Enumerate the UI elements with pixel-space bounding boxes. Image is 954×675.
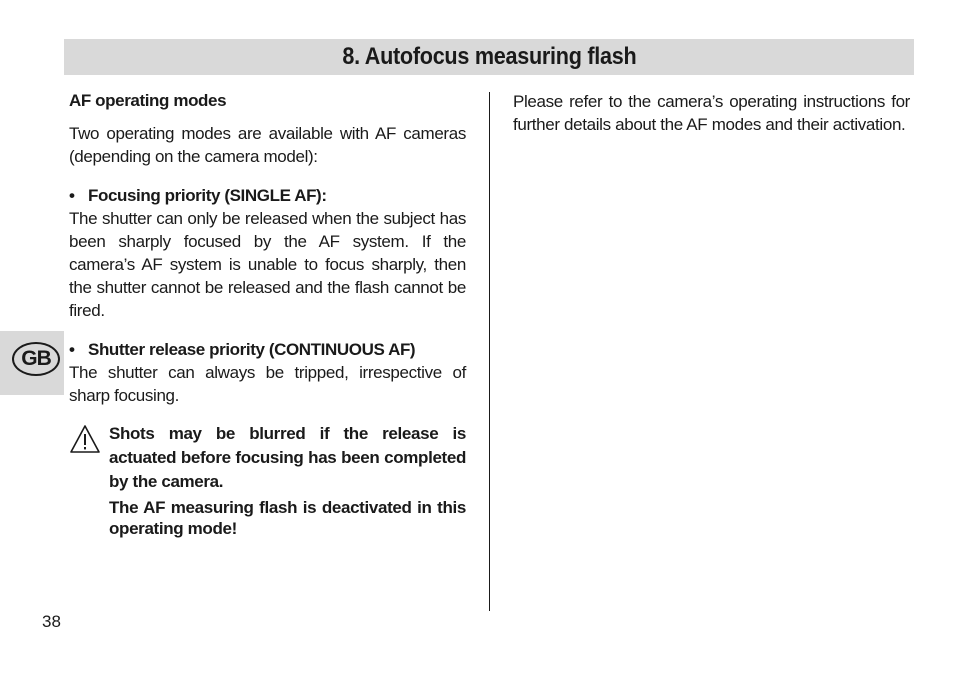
warning-triangle-icon — [69, 424, 101, 454]
mode-heading — [69, 338, 466, 361]
mode-single-af — [69, 184, 466, 322]
intro-paragraph: Two operating modes are available with AF cameras (depending on the camera model): — [69, 124, 466, 166]
warning-line-2: The AF measuring flash is deactivated in this operating mode! — [109, 498, 466, 538]
bullet-icon: • — [69, 186, 75, 205]
warning-block — [69, 422, 466, 539]
page-number: 38 — [42, 612, 61, 631]
section-heading: AF operating modes — [69, 91, 227, 110]
right-paragraph: Please refer to the camera’s operating instructions for further details about the AF modes and their activation. — [513, 92, 910, 134]
mode-body: The shutter can always be tripped, irrespective of sharp focusing. — [69, 363, 466, 405]
mode-continuous-af — [69, 338, 466, 407]
left-column — [69, 90, 466, 539]
language-badge: GB — [12, 342, 60, 376]
bullet-icon: • — [69, 340, 75, 359]
page-title: 8. Autofocus measuring flash — [341, 43, 637, 70]
mode-body: The shutter can only be released when the subject has been sharply focused by the AF system. If the camera’s AF system is unable to focus sharply, then the shutter cannot be released and the flash cannot be fired. — [69, 209, 466, 320]
warning-line-1: Shots may be blurred if the release is actuated before focusing has been completed by the camera. — [109, 424, 466, 491]
mode-heading — [69, 184, 466, 207]
column-divider — [489, 92, 490, 611]
warning-text — [109, 422, 466, 539]
title-bar — [64, 39, 914, 75]
mode-heading-text: Focusing priority (SINGLE AF): — [88, 186, 327, 205]
mode-heading-text: Shutter release priority (CONTINUOUS AF) — [88, 340, 416, 359]
right-column — [513, 90, 910, 136]
